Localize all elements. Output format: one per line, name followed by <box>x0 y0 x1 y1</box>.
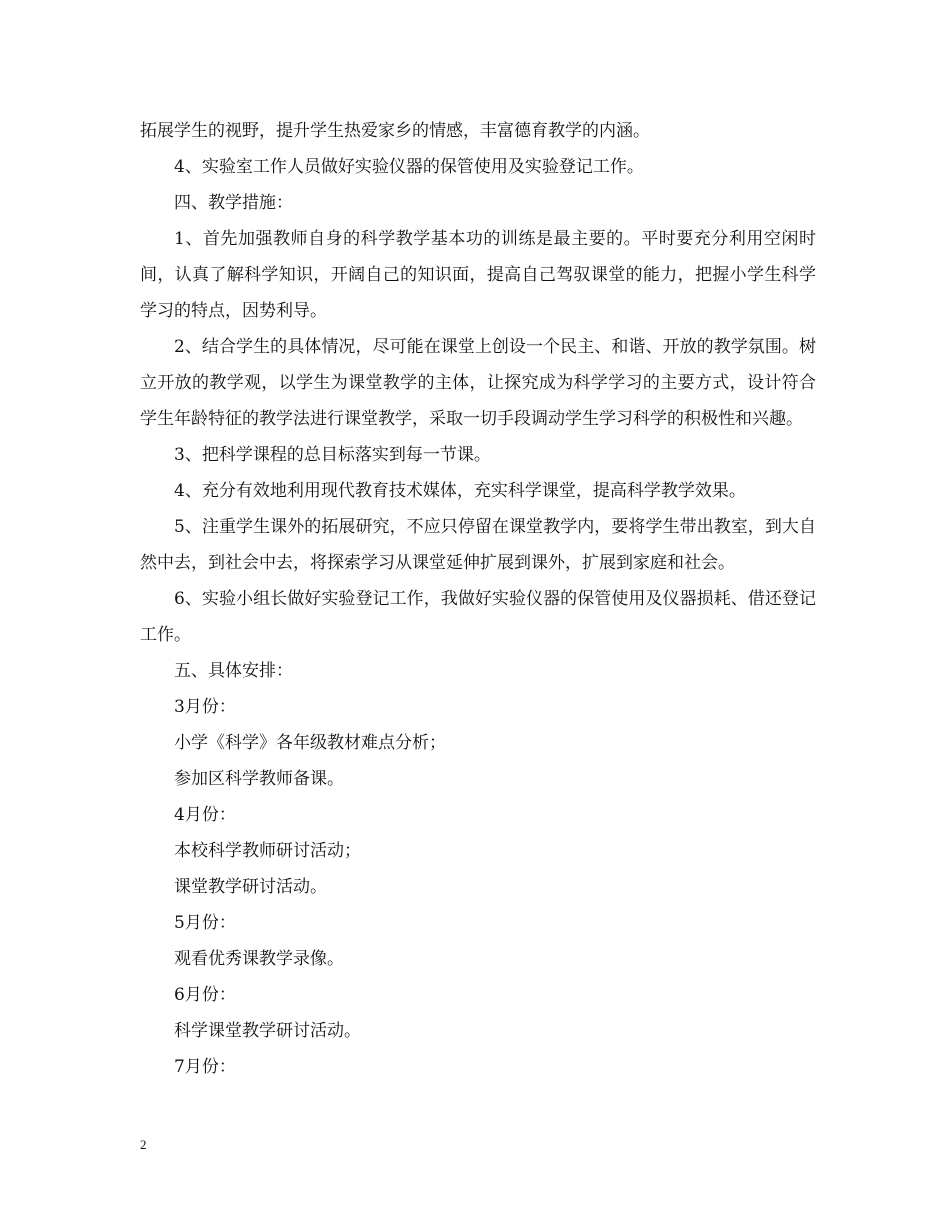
paragraph: 4、充分有效地利用现代教育技术媒体，充实科学课堂，提高科学教学效果。 <box>174 481 746 501</box>
paragraph: 5、注重学生课外的拓展研究，不应只停留在课堂教学内，要将学生带出教室，到大自然中去，到社会中去，将探索学习从课堂延伸扩展到课外，扩展到家庭和社会。 <box>140 517 816 573</box>
month-heading: 5月份： <box>174 913 236 933</box>
schedule-item: 课堂教学研讨活动。 <box>174 877 327 897</box>
month-heading: 7月份： <box>174 1057 236 1077</box>
section-heading: 四、教学措施： <box>174 193 293 213</box>
schedule-item: 科学课堂教学研讨活动。 <box>174 1021 361 1041</box>
schedule-item: 观看优秀课教学录像。 <box>174 949 344 969</box>
paragraph: 3、把科学课程的总目标落实到每一节课。 <box>174 445 491 465</box>
page-number: 2 <box>140 1137 147 1152</box>
schedule-item: 小学《科学》各年级教材难点分析； <box>174 733 446 753</box>
schedule-item: 本校科学教师研讨活动； <box>174 841 361 861</box>
month-heading: 4月份： <box>174 805 236 825</box>
paragraph: 1、首先加强教师自身的科学教学基本功的训练是最主要的。平时要充分利用空闲时间，认真了解科学知识，开阔自己的知识面，提高自己驾驭课堂的能力，把握小学生科学学习的特点，因势利导。 <box>140 229 816 321</box>
month-heading: 3月份： <box>174 697 236 717</box>
paragraph: 拓展学生的视野，提升学生热爱家乡的情感，丰富德育教学的内涵。 <box>140 121 650 141</box>
schedule-item: 参加区科学教师备课。 <box>174 769 344 789</box>
section-heading: 五、具体安排： <box>174 661 293 681</box>
paragraph: 4、实验室工作人员做好实验仪器的保管使用及实验登记工作。 <box>174 157 644 177</box>
document-body <box>140 113 816 1085</box>
paragraph: 6、实验小组长做好实验登记工作，我做好实验仪器的保管使用及仪器损耗、借还登记工作。 <box>140 589 816 645</box>
paragraph: 2、结合学生的具体情况，尽可能在课堂上创设一个民主、和谐、开放的教学氛围。树立开放的教学观，以学生为课堂教学的主体，让探究成为科学学习的主要方式，设计符合学生年龄特征的教学法进行课堂教学，采取一切手段调动学生学习科学的积极性和兴趣。 <box>140 337 816 429</box>
month-heading: 6月份： <box>174 985 236 1005</box>
